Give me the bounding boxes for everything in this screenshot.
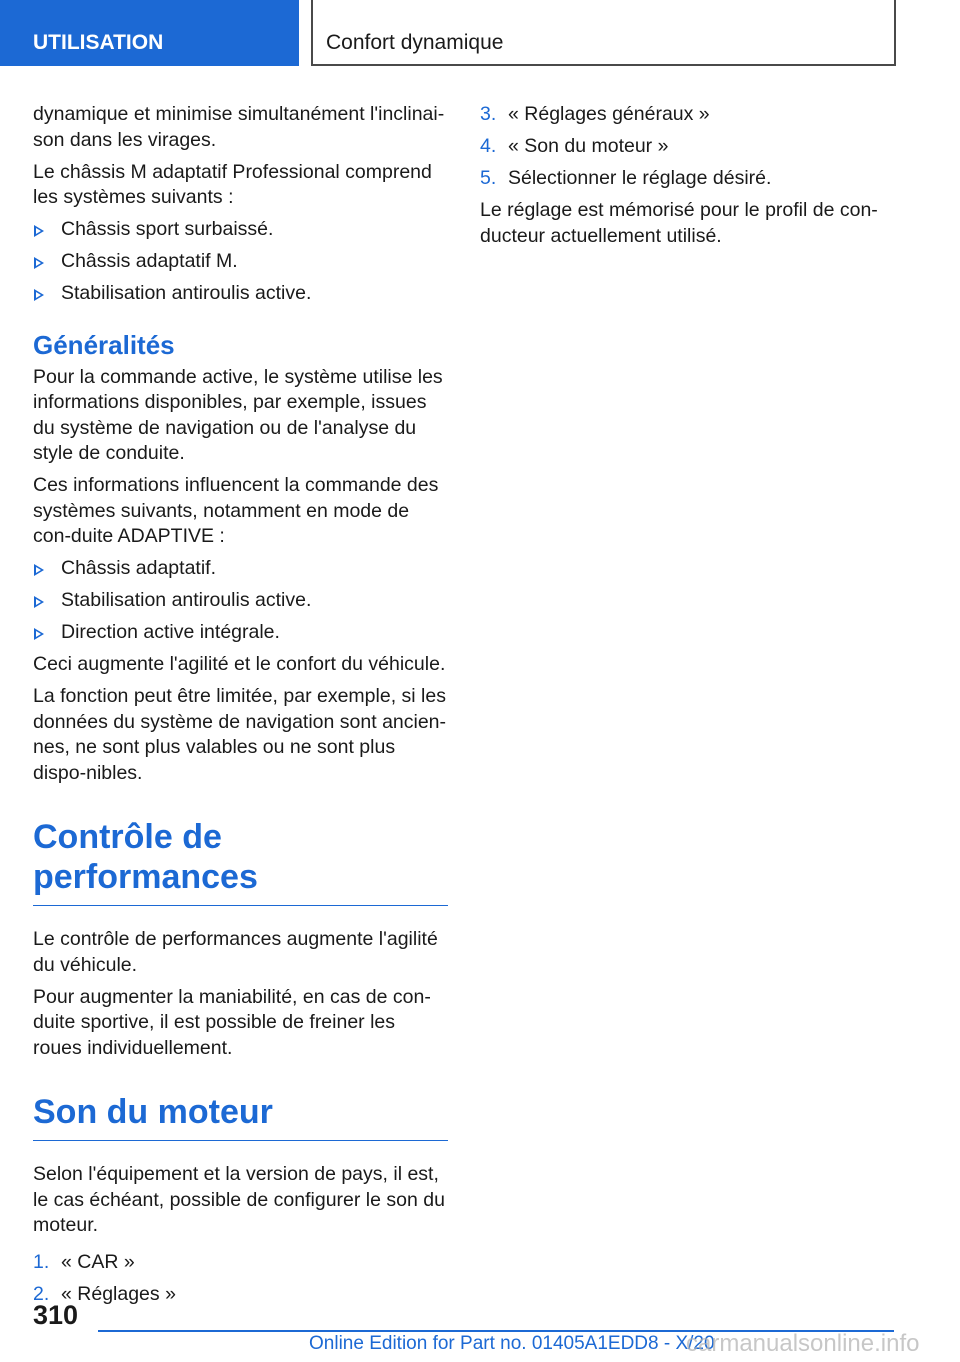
step-number: 2. <box>33 1282 50 1305</box>
list-item <box>33 249 448 275</box>
paragraph: Ceci augmente l'agilité et le confort du véhicule. <box>33 653 446 675</box>
step-item <box>33 1250 448 1276</box>
left-column <box>33 102 448 1314</box>
paragraph: Le châssis M adaptatif Professional comprend les systèmes suivants : <box>33 160 432 208</box>
heading-controle-performances: Contrôle de performances <box>33 817 448 906</box>
triangle-bullet-icon <box>34 564 44 576</box>
step-text: Sélectionner le réglage désiré. <box>508 167 772 189</box>
step-number: 4. <box>480 135 497 157</box>
step-item <box>480 102 880 128</box>
list-item <box>33 281 448 307</box>
paragraph: Pour augmenter la maniabilité, en cas de con-duite sportive, il est possible de freiner les roues individuellement. <box>33 985 431 1059</box>
step-number: 1. <box>33 1250 50 1273</box>
triangle-bullet-icon <box>34 289 44 301</box>
step-number: 5. <box>480 167 497 189</box>
triangle-bullet-icon <box>34 225 44 237</box>
list-item-text: Stabilisation antiroulis active. <box>61 589 312 611</box>
triangle-bullet-icon <box>34 628 44 640</box>
step-text: « Son du moteur » <box>508 135 669 157</box>
section-title: UTILISATION <box>33 31 164 54</box>
step-text: « Réglages généraux » <box>508 103 710 125</box>
list-item <box>33 217 448 243</box>
chapter-title: Confort dynamique <box>326 31 504 54</box>
list-item-text: Châssis sport surbaissé. <box>61 218 274 240</box>
list-item <box>33 588 448 614</box>
paragraph: Ces informations influencent la commande des systèmes suivants, notamment en mode de con-duite ADAPTIVE : <box>33 474 439 547</box>
right-column <box>480 102 880 256</box>
chapter-header <box>311 0 896 66</box>
triangle-bullet-icon <box>34 596 44 608</box>
step-text: « CAR » <box>61 1250 135 1273</box>
list-item-text: Stabilisation antiroulis active. <box>61 282 312 304</box>
page-number: 310 <box>33 1300 79 1330</box>
paragraph: La fonction peut être limitée, par exemple, si les données du système de navigation sont ancien-nes, ne sont plus valables ou ne sont plus dispo-nibles. <box>33 685 447 784</box>
paragraph: Selon l'équipement et la version de pays, il est, le cas échéant, possible de configurer le son du moteur. <box>33 1163 445 1236</box>
step-item <box>480 166 880 192</box>
paragraph: dynamique et minimise simultanément l'inclinai-son dans les virages. <box>33 103 445 151</box>
step-item <box>33 1282 448 1308</box>
subheading-generalites: Généralités <box>33 329 175 360</box>
watermark: carmanualsonline.info <box>686 1330 920 1357</box>
paragraph: Pour la commande active, le système utilise les informations disponibles, par exemple, issues du système de navigation ou de l'analyse du style de conduite. <box>33 365 443 464</box>
triangle-bullet-icon <box>34 257 44 269</box>
list-item <box>33 556 448 582</box>
step-text: « Réglages » <box>61 1282 176 1305</box>
list-item <box>33 620 448 646</box>
list-item-text: Châssis adaptatif M. <box>61 250 238 272</box>
heading-son-moteur: Son du moteur <box>33 1092 448 1141</box>
step-number: 3. <box>480 103 497 125</box>
step-item <box>480 134 880 160</box>
edition-text: Online Edition for Part no. 01405A1EDD8 - X/20 <box>309 1333 715 1354</box>
list-item-text: Châssis adaptatif. <box>61 557 217 579</box>
section-tab <box>0 0 299 66</box>
list-item-text: Direction active intégrale. <box>61 621 280 643</box>
paragraph: Le réglage est mémorisé pour le profil de con-ducteur actuellement utilisé. <box>480 199 878 247</box>
paragraph: Le contrôle de performances augmente l'agilité du véhicule. <box>33 928 438 976</box>
